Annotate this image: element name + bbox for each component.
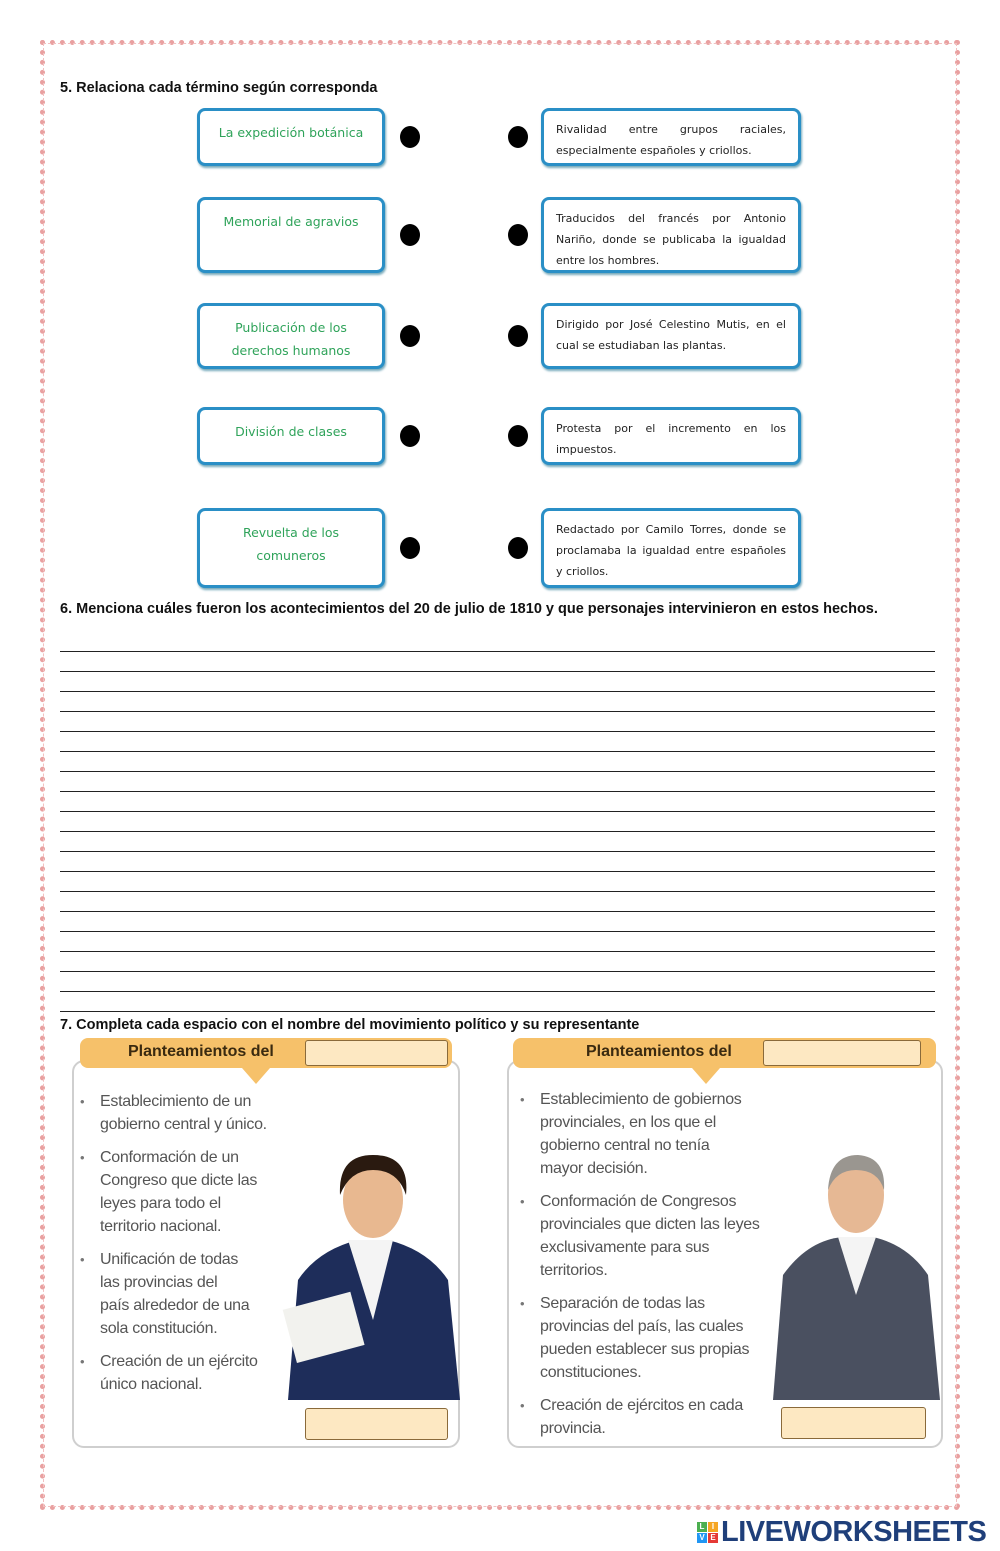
- term-label: La expedición botánica: [218, 125, 364, 140]
- definition-box: [541, 407, 801, 465]
- answer-line[interactable]: [60, 991, 935, 992]
- definition-text: Protesta por el incremento en los impuestos.: [556, 422, 786, 456]
- match-dot-left[interactable]: [400, 126, 420, 148]
- card-header-label: Planteamientos del: [128, 1043, 274, 1060]
- match-dot-right[interactable]: [508, 126, 528, 148]
- term-label: Memorial de agravios: [223, 214, 359, 229]
- header-pointer: [242, 1068, 270, 1084]
- match-dot-right[interactable]: [508, 537, 528, 559]
- match-dot-right[interactable]: [508, 224, 528, 246]
- definition-text: Dirigido por José Celestino Mutis, en el cual se estudiaban las plantas.: [556, 318, 786, 352]
- logo-icon: [697, 1522, 718, 1543]
- definition-text: Rivalidad entre grupos raciales, especialmente españoles y criollos.: [556, 123, 786, 157]
- term-label: División de clases: [235, 424, 347, 439]
- definition-text: Redactado por Camilo Torres, donde se proclamaba la igualdad entre españoles y criollos.: [556, 523, 786, 578]
- answer-line[interactable]: [60, 771, 935, 772]
- card-1-list: [80, 1090, 280, 1406]
- answer-line[interactable]: [60, 851, 935, 852]
- logo-letter: L: [697, 1522, 707, 1532]
- answer-line[interactable]: [60, 911, 935, 912]
- definition-box: [541, 108, 801, 166]
- answer-line[interactable]: [60, 811, 935, 812]
- term-box: [197, 303, 385, 369]
- answer-line[interactable]: [60, 831, 935, 832]
- card-2-list: [520, 1088, 765, 1450]
- list-item: • Conformación de un Congreso que dicte las leyes para todo el territorio nacional.: [80, 1146, 280, 1238]
- list-item: • Establecimiento de gobiernos provinciales, en los que el gobierno central no tenía mayor decisión.: [520, 1088, 750, 1180]
- term-box: [197, 197, 385, 273]
- list-item: • Creación de un ejército único nacional.: [80, 1350, 270, 1396]
- list-item: • Separación de todas las provincias del país, las cuales pueden establecer sus propias constituciones.: [520, 1292, 765, 1384]
- liveworksheets-logo: [697, 1516, 986, 1549]
- card-header: [513, 1038, 936, 1068]
- match-dot-left[interactable]: [400, 325, 420, 347]
- term-label: Revuelta de los comuneros: [242, 525, 340, 563]
- representative-input-1[interactable]: [305, 1408, 448, 1440]
- representative-input-2[interactable]: [781, 1407, 926, 1439]
- answer-line[interactable]: [60, 691, 935, 692]
- definition-text: Traducidos del francés por Antonio Nariño, donde se publicaba la igualdad entre los hombres.: [556, 212, 786, 267]
- logo-letter: V: [697, 1533, 707, 1543]
- answer-line[interactable]: [60, 711, 935, 712]
- list-item: • Unificación de todas las provincias del país alrededor de una sola constitución.: [80, 1248, 250, 1340]
- logo-letter: E: [708, 1533, 718, 1543]
- answer-line[interactable]: [60, 671, 935, 672]
- match-dot-right[interactable]: [508, 325, 528, 347]
- header-pointer: [692, 1068, 720, 1084]
- question-5-title: 5. Relaciona cada término según corresponda: [60, 80, 378, 96]
- list-item: • Creación de ejércitos en cada provincia.: [520, 1394, 765, 1440]
- question-6-title: 6. Menciona cuáles fueron los acontecimientos del 20 de julio de 1810 y que personajes intervinieron en estos hechos.: [60, 601, 878, 617]
- question-7-title: 7. Completa cada espacio con el nombre del movimiento político y su representante: [60, 1017, 640, 1033]
- match-dot-right[interactable]: [508, 425, 528, 447]
- match-dot-left[interactable]: [400, 425, 420, 447]
- definition-box: [541, 197, 801, 273]
- logo-text: LIVEWORKSHEETS: [721, 1516, 987, 1548]
- answer-line[interactable]: [60, 891, 935, 892]
- definition-box: [541, 508, 801, 588]
- answer-line[interactable]: [60, 651, 935, 652]
- movement-input-1[interactable]: [305, 1040, 448, 1066]
- answer-line[interactable]: [60, 751, 935, 752]
- match-dot-left[interactable]: [400, 537, 420, 559]
- logo-letter: I: [708, 1522, 718, 1532]
- answer-line[interactable]: [60, 731, 935, 732]
- list-item: • Conformación de Congresos provinciales que dicten las leyes exclusivamente para sus territorios.: [520, 1190, 765, 1282]
- answer-line[interactable]: [60, 871, 935, 872]
- card-header-label: Planteamientos del: [586, 1043, 732, 1060]
- term-box: [197, 108, 385, 166]
- portrait-nariño: [278, 1140, 460, 1400]
- term-box: [197, 407, 385, 465]
- answer-line[interactable]: [60, 951, 935, 952]
- answer-line[interactable]: [60, 1011, 935, 1012]
- answer-line[interactable]: [60, 971, 935, 972]
- definition-box: [541, 303, 801, 369]
- card-header: [80, 1038, 452, 1068]
- list-item: • Establecimiento de un gobierno central y único.: [80, 1090, 280, 1136]
- match-dot-left[interactable]: [400, 224, 420, 246]
- portrait-torres: [768, 1145, 940, 1400]
- term-label: Publicación de los derechos humanos: [231, 320, 351, 358]
- answer-line[interactable]: [60, 791, 935, 792]
- answer-line[interactable]: [60, 931, 935, 932]
- movement-input-2[interactable]: [763, 1040, 921, 1066]
- term-box: [197, 508, 385, 588]
